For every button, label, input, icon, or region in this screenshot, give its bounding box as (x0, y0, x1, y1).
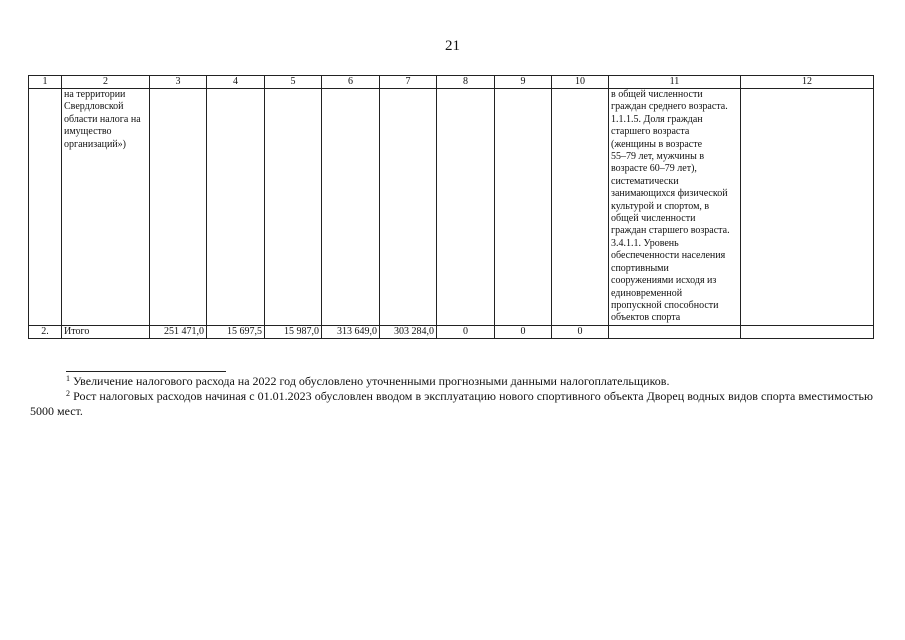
column-number-11: 11 (609, 76, 741, 89)
table-row (29, 89, 874, 326)
data-table (28, 75, 874, 339)
row1-cell-4 (207, 89, 265, 326)
column-number-3: 3 (150, 76, 207, 89)
footnote-2 (30, 389, 873, 419)
row1-cell-9 (495, 89, 552, 326)
row1-cell-12 (741, 89, 874, 326)
footnote-1-text: Увеличение налогового расхода на 2022 год обусловлено уточненными прогнозными данными налогоплательщиков. (73, 374, 670, 388)
row1-cell-3 (150, 89, 207, 326)
column-number-4: 4 (207, 76, 265, 89)
total-cell-10: 0 (552, 326, 609, 339)
page-number: 21 (445, 38, 460, 54)
column-number-1: 1 (29, 76, 62, 89)
row1-cell-5 (265, 89, 322, 326)
total-cell-11 (609, 326, 741, 339)
total-cell-7: 303 284,0 (380, 326, 437, 339)
total-cell-4: 15 697,5 (207, 326, 265, 339)
table-header-row (29, 76, 874, 89)
row1-indicators-cell: в общей численности граждан среднего возраста. 1.1.1.5. Доля граждан старшего возраста (женщины в возрасте 55–79 лет, мужчины в возрасте 60–79 лет), систематически занимающихся физической культурой и спортом, в общей численности граждан старшего возраста. 3.4.1.1. Уровень обеспеченности населения спортивными сооружениями исходя из единовременной пропускной способности объектов спорта (609, 89, 741, 326)
column-number-2: 2 (62, 76, 150, 89)
footnotes (30, 374, 873, 419)
total-cell-6: 313 649,0 (322, 326, 380, 339)
footnote-2-mark: 2 (66, 389, 70, 398)
row1-cell-6 (322, 89, 380, 326)
total-cell-3: 251 471,0 (150, 326, 207, 339)
column-number-5: 5 (265, 76, 322, 89)
total-cell-8: 0 (437, 326, 495, 339)
column-number-8: 8 (437, 76, 495, 89)
total-cell-12 (741, 326, 874, 339)
total-number-cell: 2. (29, 326, 62, 339)
footnote-1-mark: 1 (66, 374, 70, 383)
row1-name-cell: на территории Свердловской области налога на имущество организаций») (62, 89, 150, 326)
table-row-total (29, 326, 874, 339)
column-number-12: 12 (741, 76, 874, 89)
column-number-6: 6 (322, 76, 380, 89)
total-cell-9: 0 (495, 326, 552, 339)
total-cell-5: 15 987,0 (265, 326, 322, 339)
footnote-1 (30, 374, 873, 389)
column-number-7: 7 (380, 76, 437, 89)
row1-cell-10 (552, 89, 609, 326)
column-number-10: 10 (552, 76, 609, 89)
row1-cell-8 (437, 89, 495, 326)
total-label-cell: Итого (62, 326, 150, 339)
footnote-separator (66, 371, 226, 372)
footnote-2-text: Рост налоговых расходов начиная с 01.01.2023 обусловлен вводом в эксплуатацию нового спортивного объекта Дворец водных видов спорта вместимостью 5000 мест. (30, 389, 873, 418)
row1-cell-7 (380, 89, 437, 326)
row1-number-cell (29, 89, 62, 326)
column-number-9: 9 (495, 76, 552, 89)
